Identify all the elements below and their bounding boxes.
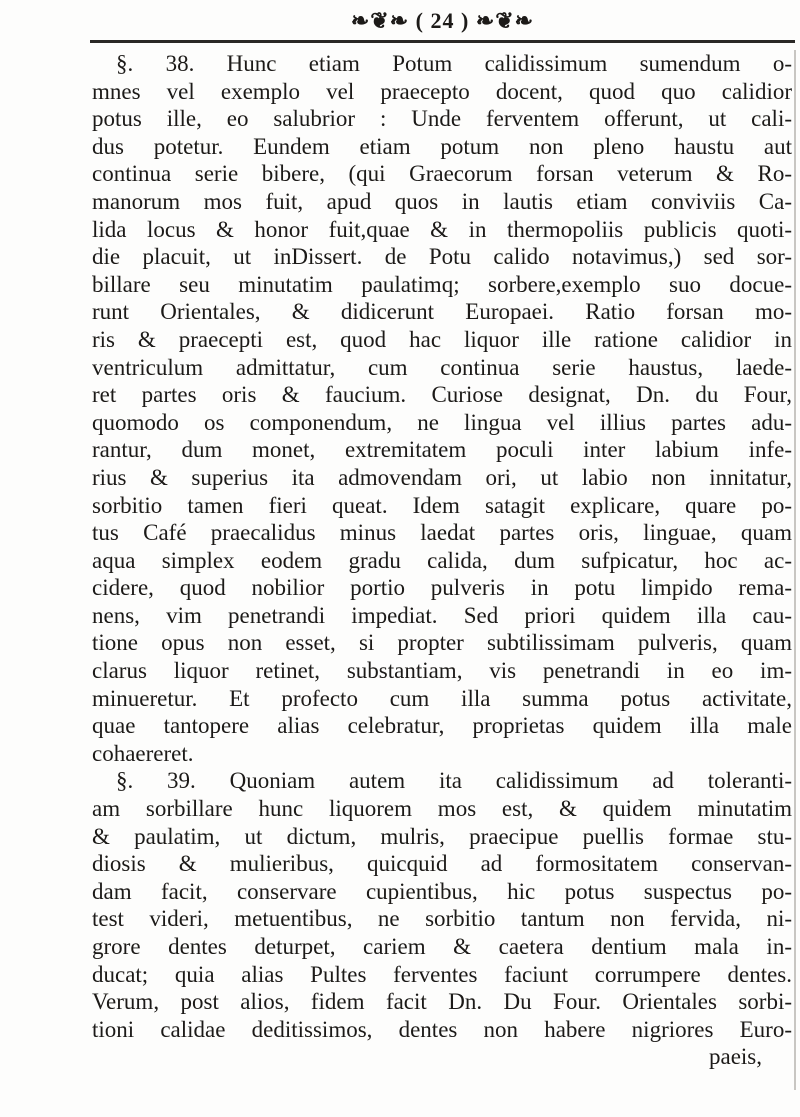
text-line: tione opus non esset, si propter subtilissimam pulveris, quam [92, 630, 792, 656]
text-line: minueretur. Et profecto cum illa summa potus activitate, [92, 685, 792, 711]
text-line: die placuit, ut inDissert. de Potu calido notavimus,) sed sor- [92, 244, 792, 270]
text-line: diosis & mulieribus, quicquid ad formositatem conservan- [92, 851, 792, 877]
text-line: §. 38. Hunc etiam Potum calidissimum sumendum o- [116, 51, 792, 76]
text-line: ris & praecepti est, quod hac liquor ille ratione calidior in [92, 326, 792, 352]
page-number [90, 8, 795, 34]
text-line: §. 39. Quoniam autem ita calidissimum ad toleranti- [116, 768, 792, 794]
text-line: potus ille, eo salubrior : Unde ferventem offerunt, ut cali- [92, 106, 792, 132]
text-line: cohaereret. [92, 740, 194, 766]
text-line: ducat; quia alias Pultes ferventes faciunt corrumpere dentes. [92, 961, 792, 987]
text-line: ventriculum admittatur, cum continua serie haustus, laede- [92, 354, 792, 380]
text-line: rius & superius ita admovendam ori, ut labio non innitatur, [92, 464, 792, 490]
text-line: nens, vim penetrandi impediat. Sed priori quidem illa cau- [92, 602, 792, 628]
text-line: clarus liquor retinet, substantiam, vis penetrandi in eo im- [92, 658, 792, 684]
text-line: cidere, quod nobilior portio pulveris in potu limpido rema- [92, 575, 792, 601]
text-line: dam facit, conservare cupientibus, hic potus suspectus po- [92, 878, 792, 904]
text-line: grore dentes deturpet, cariem & caetera dentium mala in- [92, 934, 792, 959]
text-line: ret partes oris & faucium. Curiose designat, Dn. du Four, [92, 382, 792, 408]
page-number-text: ❧❦❧ ( 24 ) ❧❦❧ [343, 8, 542, 33]
text-line: manorum mos fuit, apud quos in lautis etiam conviviis Ca- [92, 188, 792, 214]
catchword: paeis, [708, 1044, 762, 1070]
body-text [92, 50, 792, 1071]
text-line: continua serie bibere, (qui Graecorum forsan veterum & Ro- [92, 161, 792, 187]
text-line: lida locus & honor fuit,quae & in thermopoliis publicis quoti- [92, 216, 792, 242]
text-line: tus Café praecalidus minus laedat partes oris, linguae, quam [92, 520, 792, 546]
text-line: Verum, post alios, fidem facit Dn. Du Four. Orientales sorbi- [92, 989, 792, 1015]
text-line: sorbitio tamen fieri queat. Idem satagit explicare, quare po- [92, 492, 792, 518]
text-line: test videri, metuentibus, ne sorbitio tantum non fervida, ni- [92, 906, 792, 932]
text-line: am sorbillare hunc liquorem mos est, & quidem minutatim [92, 796, 792, 822]
text-line: dus potetur. Eundem etiam potum non pleno haustu aut [92, 133, 792, 159]
text-line: runt Orientales, & didicerunt Europaei. Ratio forsan mo- [92, 299, 792, 325]
margin-rule [794, 50, 796, 1090]
page-header [90, 6, 795, 46]
text-line: rantur, dum monet, extremitatem poculi inter labium infe- [92, 437, 792, 463]
text-line: mnes vel exemplo vel praecepto docent, quod quo calidior [92, 78, 792, 104]
text-line: billare seu minutatim paulatimq; sorbere,exemplo suo docue- [92, 271, 792, 297]
header-rule [90, 40, 795, 43]
text-line: tioni calidae deditissimos, dentes non habere nigriores Euro- [92, 1016, 792, 1042]
text-line: quomodo os componendum, ne lingua vel illius partes adu- [92, 409, 792, 435]
text-line: aqua simplex eodem gradu calida, dum sufpicatur, hoc ac- [92, 547, 792, 573]
text-line: & paulatim, ut dictum, mulris, praecipue puellis formae stu- [92, 823, 792, 849]
text-line: quae tantopere alias celebratur, proprietas quidem illa male [92, 713, 792, 739]
